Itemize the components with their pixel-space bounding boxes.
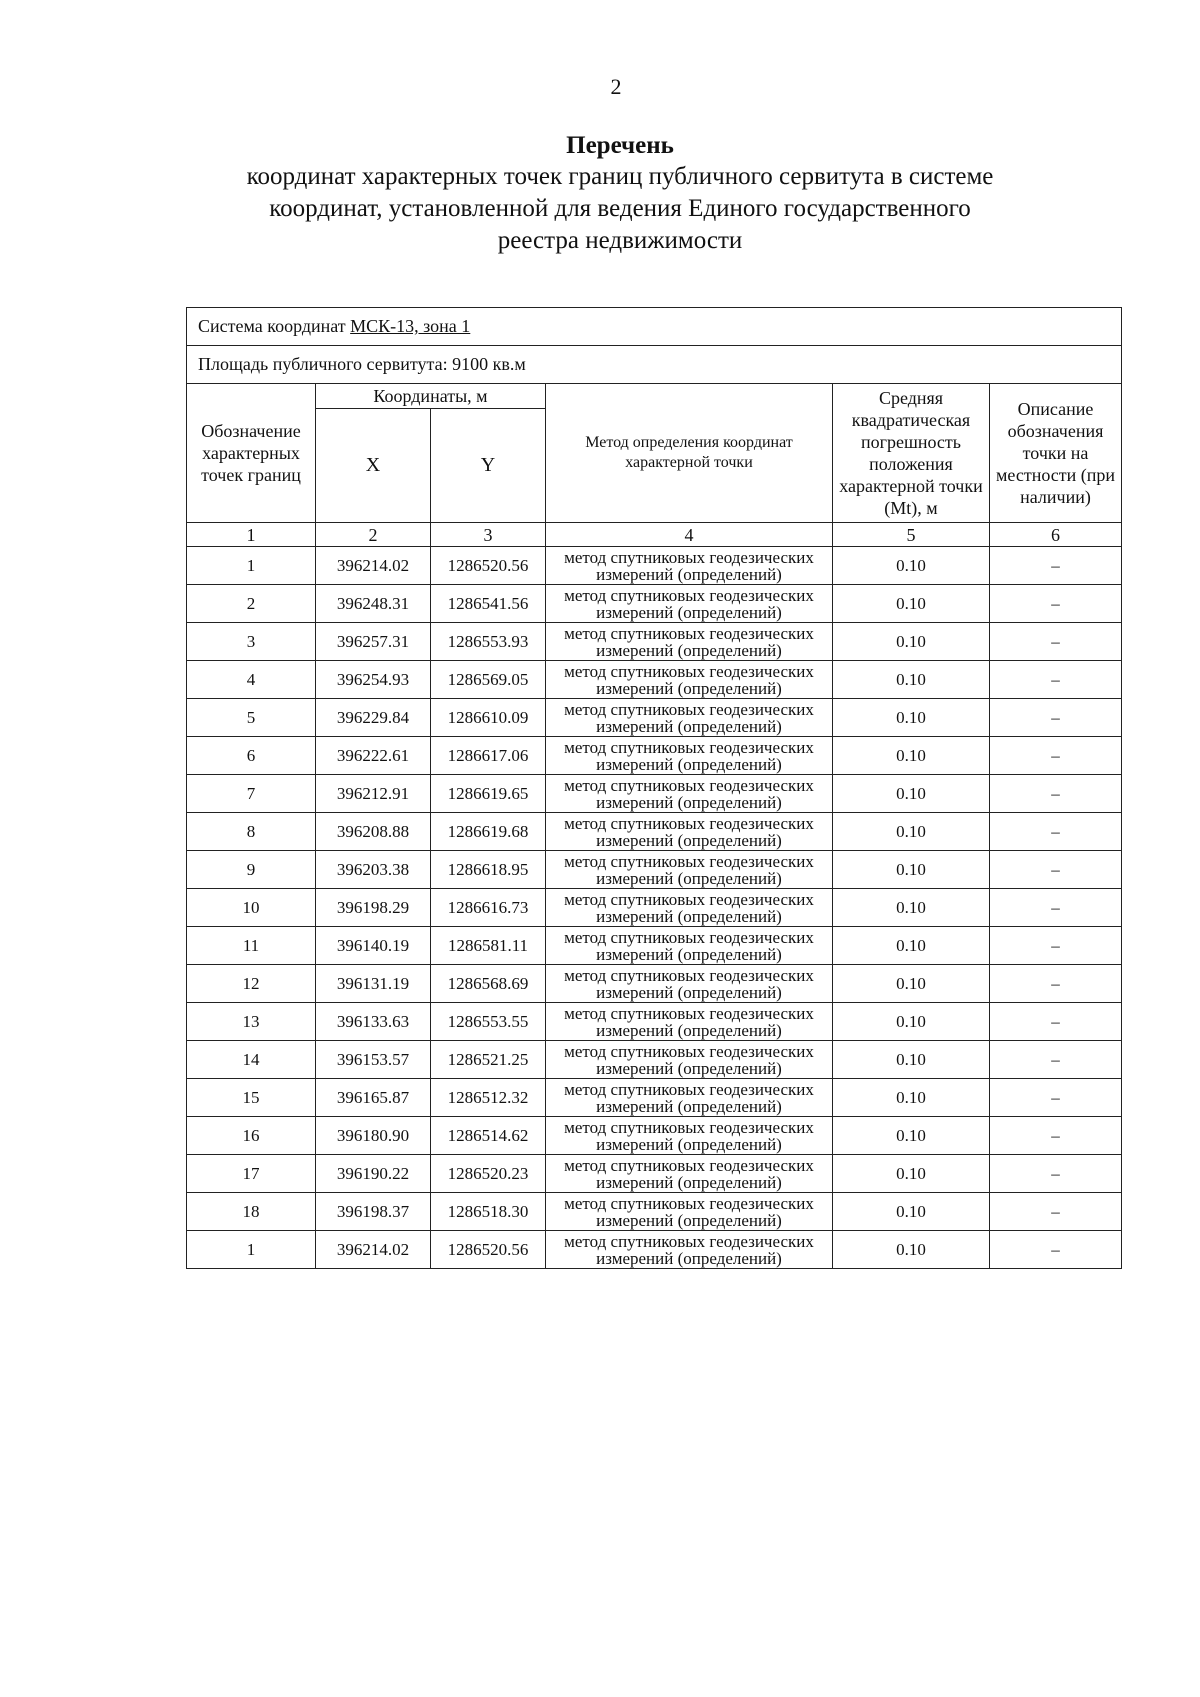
x-coordinate-cell: 396212.91 — [316, 775, 431, 813]
y-coordinate-cell: 1286520.56 — [431, 1231, 546, 1269]
method-cell — [546, 889, 833, 927]
error-cell: 0.10 — [833, 1003, 990, 1041]
coord-system-cell — [187, 308, 1122, 346]
method-line-2: измерений (определений) — [596, 1058, 782, 1078]
method-line-1: метод спутниковых геодезических — [564, 1117, 814, 1137]
description-cell: – — [990, 623, 1122, 661]
error-cell: 0.10 — [833, 1231, 990, 1269]
error-cell: 0.10 — [833, 661, 990, 699]
description-cell: – — [990, 889, 1122, 927]
y-coordinate-cell: 1286616.73 — [431, 889, 546, 927]
point-designation-cell: 2 — [187, 585, 316, 623]
method-line-1: метод спутниковых геодезических — [564, 1041, 814, 1061]
method-line-1: метод спутниковых геодезических — [564, 1231, 814, 1251]
description-cell: – — [990, 813, 1122, 851]
table-row — [187, 1117, 1122, 1155]
table-row — [187, 623, 1122, 661]
header-designation: Обозначение характерных точек границ — [187, 384, 316, 523]
description-cell: – — [990, 1231, 1122, 1269]
header-error: Средняя квадратическая погрешность положения характерной точки (Mt), м — [833, 384, 990, 523]
method-cell — [546, 1079, 833, 1117]
document-heading — [160, 130, 1080, 257]
method-cell — [546, 775, 833, 813]
error-cell: 0.10 — [833, 889, 990, 927]
error-cell: 0.10 — [833, 547, 990, 585]
column-numbers-row — [187, 523, 1122, 547]
error-cell: 0.10 — [833, 1079, 990, 1117]
x-coordinate-cell: 396131.19 — [316, 965, 431, 1003]
error-cell: 0.10 — [833, 851, 990, 889]
method-line-2: измерений (определений) — [596, 678, 782, 698]
point-designation-cell: 3 — [187, 623, 316, 661]
table-row — [187, 775, 1122, 813]
description-cell: – — [990, 1041, 1122, 1079]
page-number: 2 — [610, 74, 622, 99]
x-coordinate-cell: 396140.19 — [316, 927, 431, 965]
point-designation-cell: 18 — [187, 1193, 316, 1231]
x-coordinate-cell: 396190.22 — [316, 1155, 431, 1193]
point-designation-cell: 7 — [187, 775, 316, 813]
table-row — [187, 1079, 1122, 1117]
description-cell: – — [990, 927, 1122, 965]
table-row — [187, 1155, 1122, 1193]
method-line-1: метод спутниковых геодезических — [564, 889, 814, 909]
point-designation-cell: 1 — [187, 1231, 316, 1269]
table-row — [187, 1193, 1122, 1231]
description-cell: – — [990, 775, 1122, 813]
x-coordinate-cell: 396203.38 — [316, 851, 431, 889]
method-cell — [546, 965, 833, 1003]
point-designation-cell: 4 — [187, 661, 316, 699]
method-line-2: измерений (определений) — [596, 716, 782, 736]
error-cell: 0.10 — [833, 1041, 990, 1079]
method-line-2: измерений (определений) — [596, 640, 782, 660]
description-cell: – — [990, 661, 1122, 699]
description-cell: – — [990, 1193, 1122, 1231]
point-designation-cell: 17 — [187, 1155, 316, 1193]
error-cell: 0.10 — [833, 623, 990, 661]
header-row-1 — [187, 384, 1122, 409]
method-line-2: измерений (определений) — [596, 868, 782, 888]
method-cell — [546, 585, 833, 623]
method-line-2: измерений (определений) — [596, 982, 782, 1002]
error-cell: 0.10 — [833, 1117, 990, 1155]
document-subtitle-line-3: реестра недвижимости — [497, 227, 743, 254]
method-line-2: измерений (определений) — [596, 1172, 782, 1192]
method-cell — [546, 1155, 833, 1193]
method-line-1: метод спутниковых геодезических — [564, 585, 814, 605]
x-coordinate-cell: 396229.84 — [316, 699, 431, 737]
column-number: 4 — [546, 523, 833, 547]
table-row — [187, 927, 1122, 965]
method-line-2: измерений (определений) — [596, 1096, 782, 1116]
x-coordinate-cell: 396165.87 — [316, 1079, 431, 1117]
header-description: Описание обозначения точки на местности (при наличии) — [990, 384, 1122, 523]
method-line-2: измерений (определений) — [596, 1134, 782, 1154]
y-coordinate-cell: 1286619.65 — [431, 775, 546, 813]
table-row — [187, 851, 1122, 889]
column-number: 1 — [187, 523, 316, 547]
y-coordinate-cell: 1286520.56 — [431, 547, 546, 585]
table-row — [187, 661, 1122, 699]
column-number: 2 — [316, 523, 431, 547]
coord-system-label: Система координат — [198, 316, 351, 336]
method-cell — [546, 547, 833, 585]
method-line-1: метод спутниковых геодезических — [564, 1003, 814, 1023]
method-cell — [546, 737, 833, 775]
method-line-1: метод спутниковых геодезических — [564, 623, 814, 643]
table-row — [187, 1003, 1122, 1041]
x-coordinate-cell: 396254.93 — [316, 661, 431, 699]
error-cell: 0.10 — [833, 1155, 990, 1193]
area-cell: Площадь публичного сервитута: 9100 кв.м — [187, 346, 1122, 384]
document-title: Перечень — [566, 132, 674, 159]
point-designation-cell: 12 — [187, 965, 316, 1003]
method-line-1: метод спутниковых геодезических — [564, 547, 814, 567]
error-cell: 0.10 — [833, 737, 990, 775]
description-cell: – — [990, 737, 1122, 775]
method-cell — [546, 1193, 833, 1231]
area-row — [187, 346, 1122, 384]
description-cell: – — [990, 1155, 1122, 1193]
x-coordinate-cell: 396180.90 — [316, 1117, 431, 1155]
table-row — [187, 1231, 1122, 1269]
method-line-2: измерений (определений) — [596, 944, 782, 964]
table-row — [187, 889, 1122, 927]
method-line-2: измерений (определений) — [596, 792, 782, 812]
method-line-1: метод спутниковых геодезических — [564, 1155, 814, 1175]
method-line-2: измерений (определений) — [596, 830, 782, 850]
method-line-1: метод спутниковых геодезических — [564, 927, 814, 947]
method-line-1: метод спутниковых геодезических — [564, 775, 814, 795]
y-coordinate-cell: 1286520.23 — [431, 1155, 546, 1193]
point-designation-cell: 9 — [187, 851, 316, 889]
point-designation-cell: 14 — [187, 1041, 316, 1079]
method-line-2: измерений (определений) — [596, 906, 782, 926]
point-designation-cell: 15 — [187, 1079, 316, 1117]
method-line-1: метод спутниковых геодезических — [564, 1079, 814, 1099]
description-cell: – — [990, 1003, 1122, 1041]
header-y: Y — [431, 409, 546, 523]
table-row — [187, 699, 1122, 737]
point-designation-cell: 1 — [187, 547, 316, 585]
coord-system-value: МСК-13, зона 1 — [350, 316, 471, 336]
y-coordinate-cell: 1286553.93 — [431, 623, 546, 661]
table-row — [187, 965, 1122, 1003]
description-cell: – — [990, 851, 1122, 889]
coordinates-table — [186, 307, 1122, 1269]
error-cell: 0.10 — [833, 927, 990, 965]
table-row — [187, 1041, 1122, 1079]
error-cell: 0.10 — [833, 813, 990, 851]
point-designation-cell: 10 — [187, 889, 316, 927]
x-coordinate-cell: 396248.31 — [316, 585, 431, 623]
document-subtitle-line-2: координат, установленной для ведения Единого государственного — [269, 195, 971, 222]
description-cell: – — [990, 547, 1122, 585]
error-cell: 0.10 — [833, 1193, 990, 1231]
method-cell — [546, 1003, 833, 1041]
y-coordinate-cell: 1286541.56 — [431, 585, 546, 623]
header-x: X — [316, 409, 431, 523]
method-line-2: измерений (определений) — [596, 602, 782, 622]
method-line-2: измерений (определений) — [596, 1248, 782, 1268]
header-coordinates: Координаты, м — [316, 384, 546, 409]
error-cell: 0.10 — [833, 965, 990, 1003]
method-cell — [546, 623, 833, 661]
header-method: Метод определения координат характерной точки — [546, 384, 833, 523]
y-coordinate-cell: 1286568.69 — [431, 965, 546, 1003]
x-coordinate-cell: 396198.37 — [316, 1193, 431, 1231]
x-coordinate-cell: 396214.02 — [316, 1231, 431, 1269]
method-line-1: метод спутниковых геодезических — [564, 699, 814, 719]
point-designation-cell: 11 — [187, 927, 316, 965]
point-designation-cell: 16 — [187, 1117, 316, 1155]
x-coordinate-cell: 396214.02 — [316, 547, 431, 585]
error-cell: 0.10 — [833, 775, 990, 813]
method-cell — [546, 1231, 833, 1269]
description-cell: – — [990, 699, 1122, 737]
point-designation-cell: 13 — [187, 1003, 316, 1041]
y-coordinate-cell: 1286618.95 — [431, 851, 546, 889]
method-cell — [546, 1041, 833, 1079]
x-coordinate-cell: 396198.29 — [316, 889, 431, 927]
description-cell: – — [990, 965, 1122, 1003]
method-cell — [546, 927, 833, 965]
table-row — [187, 547, 1122, 585]
method-line-2: измерений (определений) — [596, 754, 782, 774]
y-coordinate-cell: 1286619.68 — [431, 813, 546, 851]
column-number: 5 — [833, 523, 990, 547]
y-coordinate-cell: 1286553.55 — [431, 1003, 546, 1041]
method-cell — [546, 1117, 833, 1155]
column-number: 6 — [990, 523, 1122, 547]
y-coordinate-cell: 1286569.05 — [431, 661, 546, 699]
column-number: 3 — [431, 523, 546, 547]
method-cell — [546, 699, 833, 737]
method-line-2: измерений (определений) — [596, 1020, 782, 1040]
method-line-1: метод спутниковых геодезических — [564, 661, 814, 681]
table-row — [187, 813, 1122, 851]
y-coordinate-cell: 1286512.32 — [431, 1079, 546, 1117]
error-cell: 0.10 — [833, 699, 990, 737]
x-coordinate-cell: 396208.88 — [316, 813, 431, 851]
point-designation-cell: 6 — [187, 737, 316, 775]
method-line-1: метод спутниковых геодезических — [564, 851, 814, 871]
y-coordinate-cell: 1286514.62 — [431, 1117, 546, 1155]
y-coordinate-cell: 1286521.25 — [431, 1041, 546, 1079]
table-row — [187, 585, 1122, 623]
error-cell: 0.10 — [833, 585, 990, 623]
point-designation-cell: 5 — [187, 699, 316, 737]
description-cell: – — [990, 585, 1122, 623]
x-coordinate-cell: 396153.57 — [316, 1041, 431, 1079]
method-line-2: измерений (определений) — [596, 564, 782, 584]
method-cell — [546, 813, 833, 851]
method-line-1: метод спутниковых геодезических — [564, 965, 814, 985]
method-cell — [546, 851, 833, 889]
document-subtitle-line-1: координат характерных точек границ публичного сервитута в системе — [246, 163, 994, 190]
x-coordinate-cell: 396133.63 — [316, 1003, 431, 1041]
x-coordinate-cell: 396222.61 — [316, 737, 431, 775]
coord-system-row — [187, 308, 1122, 346]
table-row — [187, 737, 1122, 775]
x-coordinate-cell: 396257.31 — [316, 623, 431, 661]
method-cell — [546, 661, 833, 699]
method-line-1: метод спутниковых геодезических — [564, 1193, 814, 1213]
y-coordinate-cell: 1286581.11 — [431, 927, 546, 965]
point-designation-cell: 8 — [187, 813, 316, 851]
y-coordinate-cell: 1286518.30 — [431, 1193, 546, 1231]
method-line-1: метод спутниковых геодезических — [564, 813, 814, 833]
y-coordinate-cell: 1286617.06 — [431, 737, 546, 775]
description-cell: – — [990, 1117, 1122, 1155]
method-line-2: измерений (определений) — [596, 1210, 782, 1230]
description-cell: – — [990, 1079, 1122, 1117]
method-line-1: метод спутниковых геодезических — [564, 737, 814, 757]
y-coordinate-cell: 1286610.09 — [431, 699, 546, 737]
